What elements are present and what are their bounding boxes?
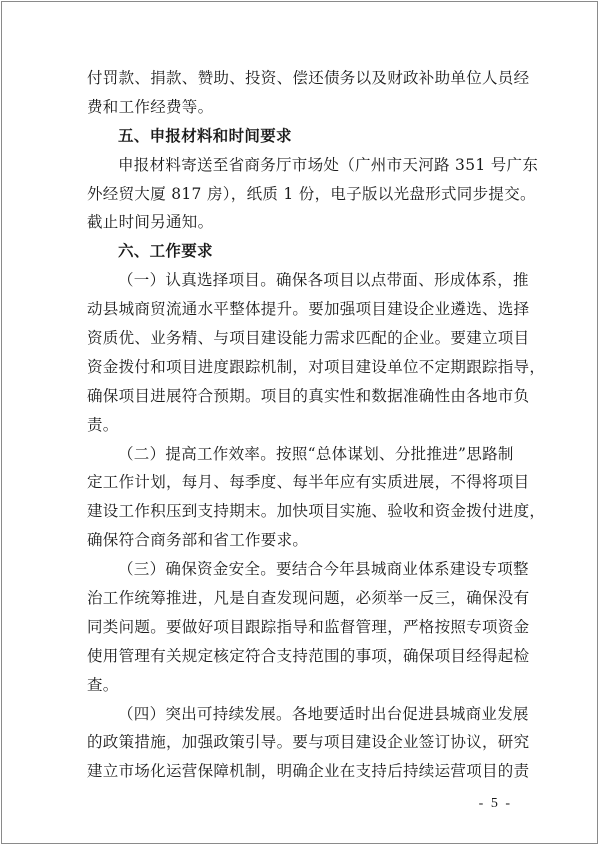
paragraph-first-line xyxy=(87,555,527,584)
body-text-line: 外经贸大厦 817 房），纸质 1 份，电子版以光盘形式同步提交。 xyxy=(87,184,536,203)
item-subheading: （二）提高工作效率。 xyxy=(118,444,277,463)
section-heading-6: 六、工作要求 xyxy=(118,242,213,261)
body-text: 各地要适时出台促进县城商业发展 xyxy=(291,704,529,723)
body-text-line: 资质优、业务精、与项目建设能力需求匹配的企业。要建立项目 xyxy=(87,329,530,348)
paragraph-first-line xyxy=(87,440,527,469)
item-subheading: （三）确保资金安全。 xyxy=(118,560,277,579)
body-text: 确保各项目以点带面、形成体系，推 xyxy=(276,271,529,290)
item-subheading: （一）认真选择项目。 xyxy=(118,271,277,290)
body-text-line: 使用管理有关规定核定符合支持范围的事项，确保项目经得起检 xyxy=(87,646,530,665)
body-text-line: 定工作计划，每月、每季度、每半年应有实质进展，不得将项目 xyxy=(87,473,530,492)
body-text-line: 申报材料寄送至省商务厅市场处（广州市天河路 351 号广东 xyxy=(118,155,539,174)
body-text-line: 动县城商贸流通水平整体提升。要加强项目建设企业遴选、选择 xyxy=(87,300,530,319)
page-number: - 5 - xyxy=(478,796,512,811)
body-text-line: 查。 xyxy=(87,675,119,694)
body-text-line: 建设工作积压到支持期末。加快项目实施、验收和资金拨付进度， xyxy=(87,502,546,521)
body-text-line: 付罚款、捐款、赞助、投资、偿还债务以及财政补助单位人员经 xyxy=(87,69,530,87)
body-text-line: 的政策措施，加强政策引导。要与项目建设企业签订协议，研究 xyxy=(87,733,530,752)
body-text-line: 确保符合商务部和省工作要求。 xyxy=(87,531,309,550)
section-heading-5: 五、申报材料和时间要求 xyxy=(118,126,292,145)
paragraph-first-line xyxy=(87,700,527,729)
body-text-line: 建立市场化运营保障机制，明确企业在支持后持续运营项目的责 xyxy=(87,762,530,781)
body-text: 按照“总体谋划、分批推进”思路制 xyxy=(276,444,514,463)
body-text-line: 确保项目进展符合预期。项目的真实性和数据准确性由各地市负 xyxy=(87,386,530,405)
document-body xyxy=(87,64,546,786)
document-page xyxy=(1,1,598,844)
body-text-line: 截止时间另通知。 xyxy=(87,213,214,232)
body-text-line: 治工作统筹推进，凡是自查发现问题，必须举一反三，确保没有 xyxy=(87,589,530,608)
body-text-line: 责。 xyxy=(87,415,119,434)
item-subheading: （四）突出可持续发展。 xyxy=(118,704,292,723)
body-text-line: 同类问题。要做好项目跟踪指导和监督管理，严格按照专项资金 xyxy=(87,617,530,636)
body-text: 要结合今年县城商业体系建设专项整 xyxy=(276,560,529,579)
paragraph-first-line xyxy=(87,266,527,295)
body-text-line: 费和工作经费等。 xyxy=(87,97,214,116)
body-text-line: 资金拨付和项目进度跟踪机制，对项目建设单位不定期跟踪指导， xyxy=(87,357,546,376)
